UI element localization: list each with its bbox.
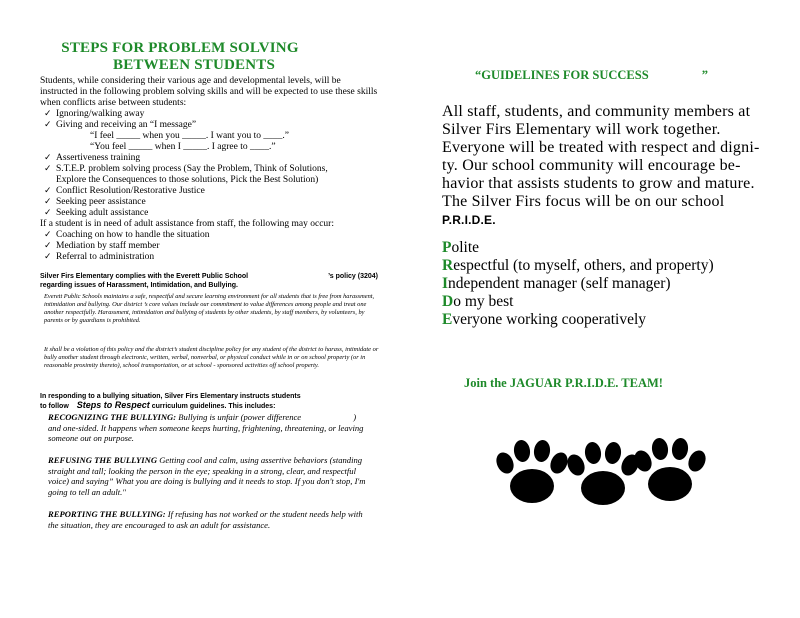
pride-rest: ndependent manager (self manager) [448, 275, 671, 292]
skill-item: ✓ Seeking adult assistance [40, 208, 380, 219]
problem-solving-intro: Students, while considering their various age and developmental levels, will be instructed in the following problem solving skills and will be expected to use these skills when conflicts arise between students: [40, 76, 378, 108]
skill-item: ✓ Assertiveness training [40, 153, 380, 164]
pride-rest: olite [451, 239, 480, 256]
join-team-text: Join the JAGUAR P.R.I.D.E. TEAM! [464, 376, 663, 390]
guidelines-title-close: ” [701, 68, 709, 82]
pride-letter: P [442, 239, 452, 256]
guidelines-body [442, 103, 787, 229]
staff-option: ✓ Referral to administration [40, 252, 380, 263]
skill-item: ✓ Giving and receiving an “I message” [40, 120, 380, 131]
policy-heading-b: ’s policy (3204) [328, 273, 379, 280]
pride-item-i [442, 275, 787, 293]
respond-heading-b: to follow [40, 403, 69, 410]
refusing-heading: REFUSING THE BULLYING [48, 455, 158, 465]
skill-item: ✓ Seeking peer assistance [40, 197, 380, 208]
respond-heading-a: In responding to a bullying situation, Silver Firs Elementary instructs students [40, 393, 301, 400]
pride-letter: D [442, 293, 454, 310]
title-line-1: STEPS FOR PROBLEM SOLVING [61, 40, 299, 56]
guidelines-line: All staff, students, and community members at [442, 103, 751, 120]
policy-heading [40, 272, 380, 290]
skill-item: ✓ Ignoring/walking away [40, 109, 380, 120]
staff-intro: If a student is in need of adult assistance from staff, the following may occur: [40, 219, 334, 229]
guidelines-line: havior that assists students to grow and mature. [442, 175, 755, 192]
skills-list [40, 109, 380, 263]
pride-list [442, 239, 787, 329]
guidelines-title-text: “GUIDELINES FOR SUCCESS [475, 68, 649, 82]
pride-rest: o my best [453, 293, 514, 310]
recognizing-paren: ) [353, 412, 357, 422]
staff-option: ✓ Mediation by staff member [40, 241, 380, 252]
respond-heading-d: curriculum guidelines. This includes: [151, 403, 276, 410]
recognizing-section [48, 412, 378, 444]
guidelines-line: ty. Our school community will encourage be- [442, 157, 741, 174]
pride-letter: I [442, 275, 449, 292]
recognizing-continued: and one-sided. It happens when someone keeps hurting, frightening, threatening, or leaving someone out on purpose. [48, 422, 364, 443]
guidelines-line: Silver Firs Elementary will work together. [442, 121, 721, 138]
policy-paragraph-1: Everett Public Schools maintains a safe, respectful and secure learning environment for all students that is free from harassment, intimidation and bullying. Our district ’s core values include our commitment to value differences among people and treat one another respectfully. Harassment, intimidation and bullying of students by other students, by staff members, by volunteers, by parents or by guardians is prohibited. [44, 293, 375, 324]
policy-paragraph-2: It shall be a violation of this policy and the district’s student discipline policy for any student of the district to harass, intimidate or bully another student through electronic, written, verbal, nonverbal, or physical conduct while in or on school property (or in reasonable proximity thereto), school transportation, or at school - sponsored activities off school property. [44, 346, 379, 369]
pride-item-e [442, 311, 787, 329]
respond-heading [40, 392, 380, 411]
pride-rest: veryone working cooperatively [452, 311, 647, 328]
guidelines-line: Everyone will be treated with respect and digni- [442, 139, 760, 156]
problem-solving-title [40, 40, 320, 74]
steps-to-respect: Steps to Respect [76, 400, 150, 410]
policy-heading-c: regarding issues of Harassment, Intimidation, and Bullying. [40, 282, 238, 289]
i-message-example: “You feel _____ when I _____. I agree to ____.” [90, 142, 276, 152]
reporting-section [48, 509, 368, 530]
pride-letter: R [442, 257, 454, 274]
recognizing-text: Bullying is unfair (power difference [178, 412, 302, 422]
reporting-text: If refusing has not worked or the student needs help with the situation, they are encouraged to ask an adult for assistance. [48, 509, 363, 530]
skill-item: ✓ Conflict Resolution/Restorative Justice [40, 186, 380, 197]
refusing-section [48, 455, 368, 497]
pride-word: P.R.I.D.E. [442, 213, 496, 227]
pride-item-r [442, 257, 787, 275]
paw-print-icon [492, 438, 572, 506]
skill-item: ✓ S.T.E.P. problem solving process (Say the Problem, Think of Solutions, [40, 164, 380, 175]
title-line-2: BETWEEN STUDENTS [112, 57, 275, 73]
policy-heading-a: Silver Firs Elementary complies with the Everett Public School [40, 273, 249, 280]
guidelines-title [475, 68, 735, 83]
step-continued: Explore the Consequences to those solutions, Pick the Best Solution) [56, 175, 319, 185]
pride-rest: espectful (to myself, others, and property) [453, 257, 714, 274]
recognizing-heading: RECOGNIZING THE BULLYING: [48, 412, 177, 422]
refusing-text: Getting cool and calm, using assertive behaviors (standing straight and tall; looking the person in the eye; speaking in a strong, clear, and respectful voice) and saying” What you are doing is bullying and it needs to stop. If you don't stop, I'm going to tell an adult." [48, 455, 366, 497]
paw-print-icon [630, 436, 710, 504]
reporting-heading: REPORTING THE BULLYING: [48, 509, 166, 519]
pride-letter: E [442, 311, 453, 328]
pride-item-p [442, 239, 787, 257]
i-message-example: “I feel _____ when you _____. I want you to ____.” [90, 131, 289, 141]
staff-option: ✓ Coaching on how to handle the situation [40, 230, 380, 241]
guidelines-line: The Silver Firs focus will be on our school [442, 193, 725, 210]
pride-item-d [442, 293, 787, 311]
